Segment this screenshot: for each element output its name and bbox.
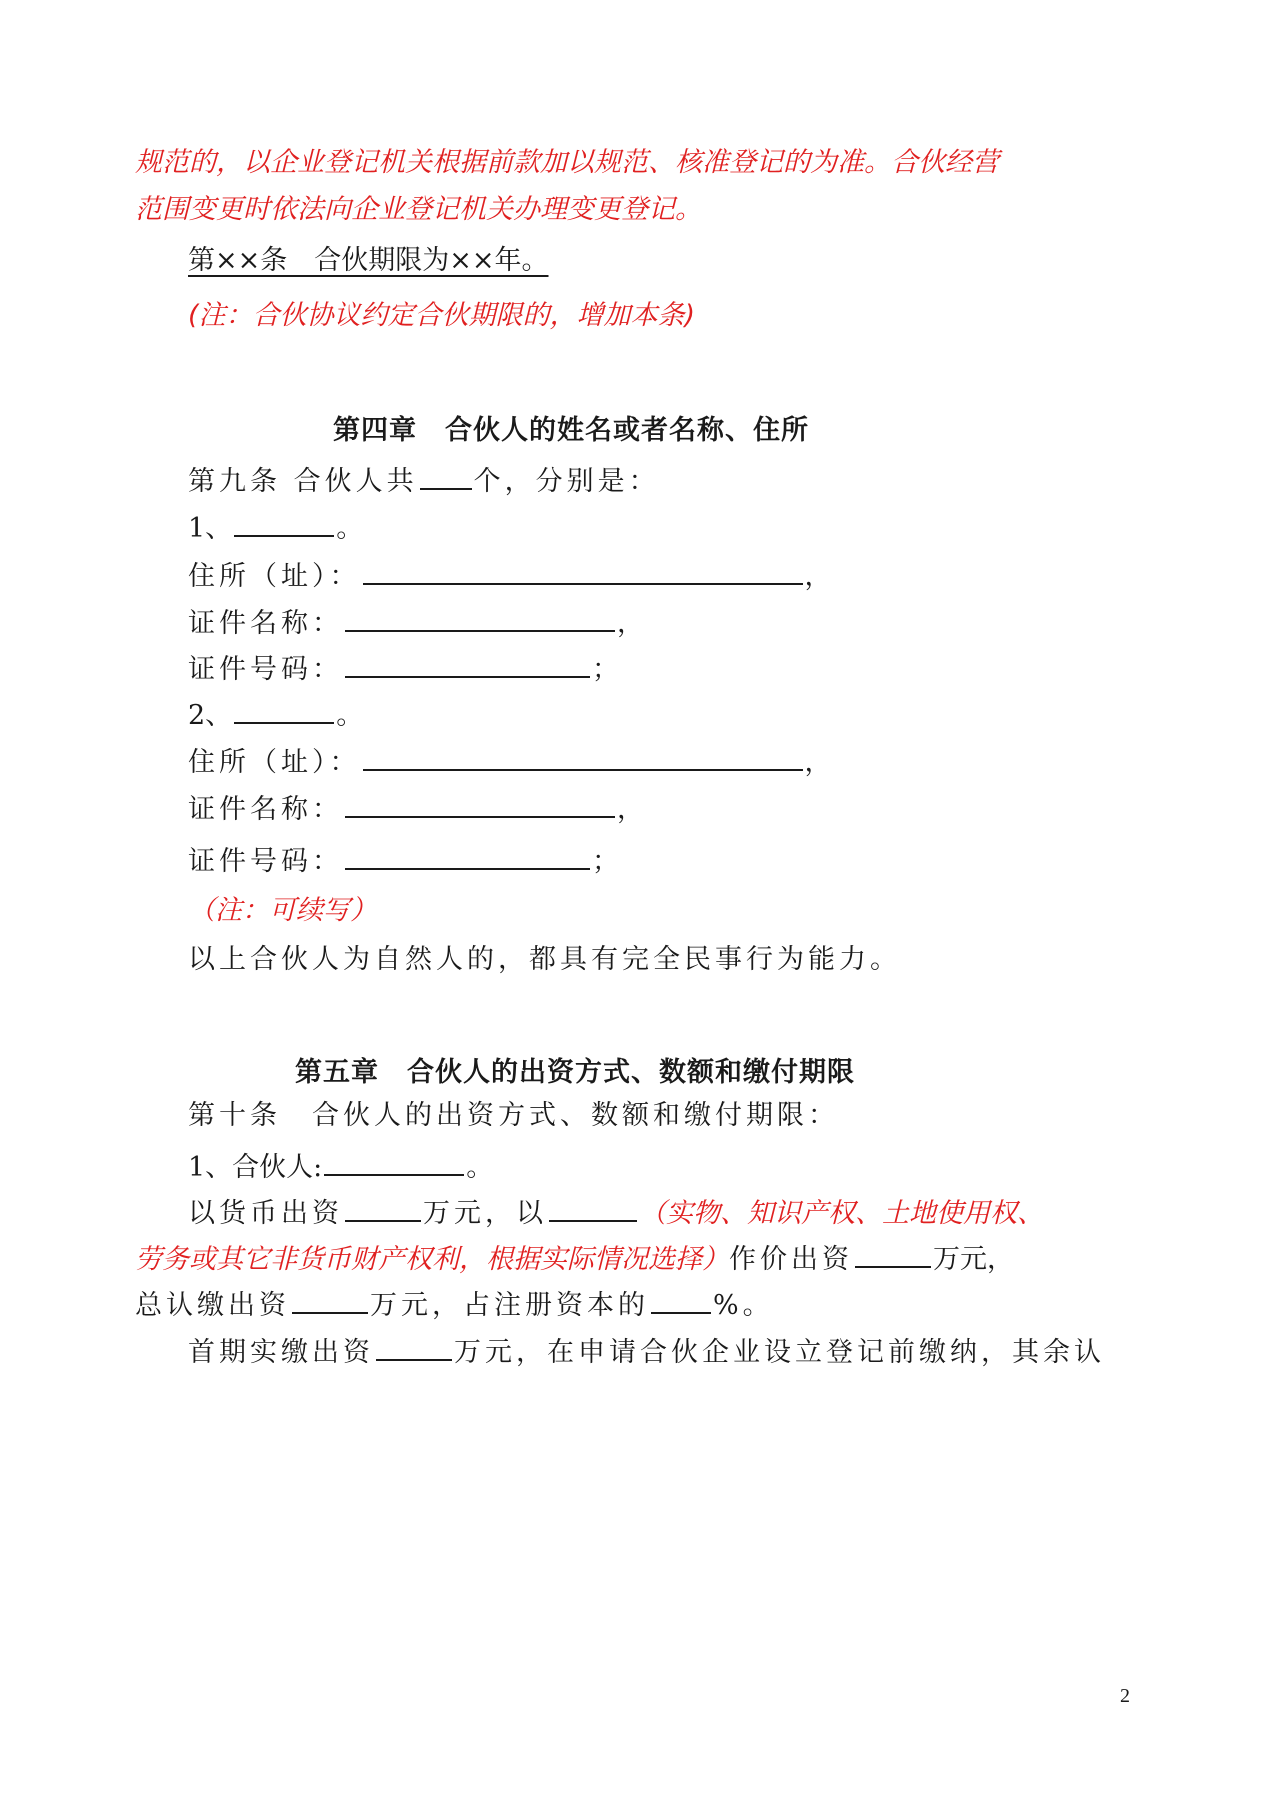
partner2-name-field[interactable] [234,694,334,724]
cash-prefix: 以货币出资 [188,1198,343,1229]
partner1-name-field[interactable] [234,507,334,537]
partner2-idname-field[interactable] [345,788,615,818]
valued-unit: 万元 [933,1244,987,1275]
valued-amount-field[interactable] [855,1238,931,1268]
page-number: 2 [1120,1685,1130,1707]
first-amount-field[interactable] [376,1331,452,1361]
total-subscribed-line [135,1284,774,1324]
cash-unit: 万元 [423,1198,485,1229]
total-mid: ，占注册资本的 [432,1290,649,1321]
first-payment-line [188,1331,1105,1371]
article10: 第十条 合伙人的出资方式、数额和缴付期限： [188,1100,839,1131]
partner2-idnumber-field[interactable] [345,840,590,870]
share-percent-field[interactable] [651,1284,711,1314]
partner2-address-line [188,741,836,781]
partner1-name-line [188,507,363,547]
total-unit: 万元 [370,1290,432,1321]
cash-contribution-line [188,1192,1044,1232]
chapter5-partner1-label: 1、合伙人: [188,1152,323,1183]
first-suffix: ，在申请合伙企业设立登记前缴纳，其余认 [516,1337,1105,1368]
cash-mid: ，以 [485,1198,547,1229]
continuation-note-line2: 范围变更时依法向企业登记机关办理变更登记。 [135,194,702,225]
capacity-statement: 以上合伙人为自然人的，都具有完全民事行为能力。 [188,944,901,975]
partner1-idnumber-end: ； [592,654,623,685]
valued-end: ， [987,1244,1014,1275]
partner1-end: 。 [336,513,364,544]
noncash-type-field[interactable] [549,1192,637,1222]
term-article: 第××条 合伙期限为××年。 [188,245,549,276]
partner2-address-end: ， [804,747,836,778]
partner1-idname-line [188,602,648,642]
partner1-idname-label: 证件名称： [188,608,343,639]
continuation-note-line1: 规范的，以企业登记机关根据前款加以规范、核准登记的为准。合伙经营 [135,147,999,178]
cash-amount-field[interactable] [345,1192,421,1222]
chapter4-title: 第四章 合伙人的姓名或者名称、住所 [333,415,809,446]
article9-prefix: 第九条 合伙人共 [188,466,418,497]
total-end: %。 [713,1290,774,1321]
partner1-idnumber-label: 证件号码： [188,654,343,685]
article9-suffix: 个，分别是： [473,466,660,497]
partner2-end: 。 [336,700,364,731]
first-prefix: 首期实缴出资 [188,1337,374,1368]
partner1-idname-field[interactable] [345,602,615,632]
noncash-options-note-2: 劳务或其它非货币财产权利，根据实际情况选择） [135,1244,729,1275]
partner-count-field[interactable] [420,460,472,490]
noncash-options-note-1: （实物、知识产权、土地使用权、 [639,1198,1044,1229]
partner2-address-field[interactable] [363,741,803,771]
article9 [188,460,660,500]
first-unit: 万元 [454,1337,516,1368]
total-prefix: 总认缴出资 [135,1290,290,1321]
partner2-address-label: 住所（址）： [188,747,361,778]
partner1-idnumber-field[interactable] [345,648,590,678]
partner1-index: 1、 [188,513,233,544]
valued-contribution-line [135,1238,1014,1278]
term-note: (注：合伙协议约定合伙期限的，增加本条) [188,300,696,331]
partner2-idnumber-label: 证件号码： [188,846,343,877]
chapter5-title: 第五章 合伙人的出资方式、数额和缴付期限 [295,1057,855,1088]
partner2-idnumber-line [188,840,623,880]
continue-note: （注：可续写） [188,895,377,926]
chapter5-partner1-field[interactable] [324,1146,464,1176]
chapter5-partner1-line [188,1146,493,1186]
partner2-index: 2、 [188,700,233,731]
partner1-address-label: 住所（址）： [188,561,361,592]
partner2-idname-end: ， [617,794,648,825]
partner1-idnumber-line [188,648,623,688]
partner2-idname-label: 证件名称： [188,794,343,825]
partner2-idname-line [188,788,648,828]
partner2-idnumber-end: ； [592,846,623,877]
partner1-idname-end: ， [617,608,648,639]
total-amount-field[interactable] [292,1284,368,1314]
partner1-address-field[interactable] [363,555,803,585]
chapter5-partner1-end: 。 [466,1152,494,1183]
partner2-name-line [188,694,363,734]
valued-prefix: 作价出资 [729,1244,853,1275]
partner1-address-end: ， [804,561,836,592]
partner1-address-line [188,555,836,595]
